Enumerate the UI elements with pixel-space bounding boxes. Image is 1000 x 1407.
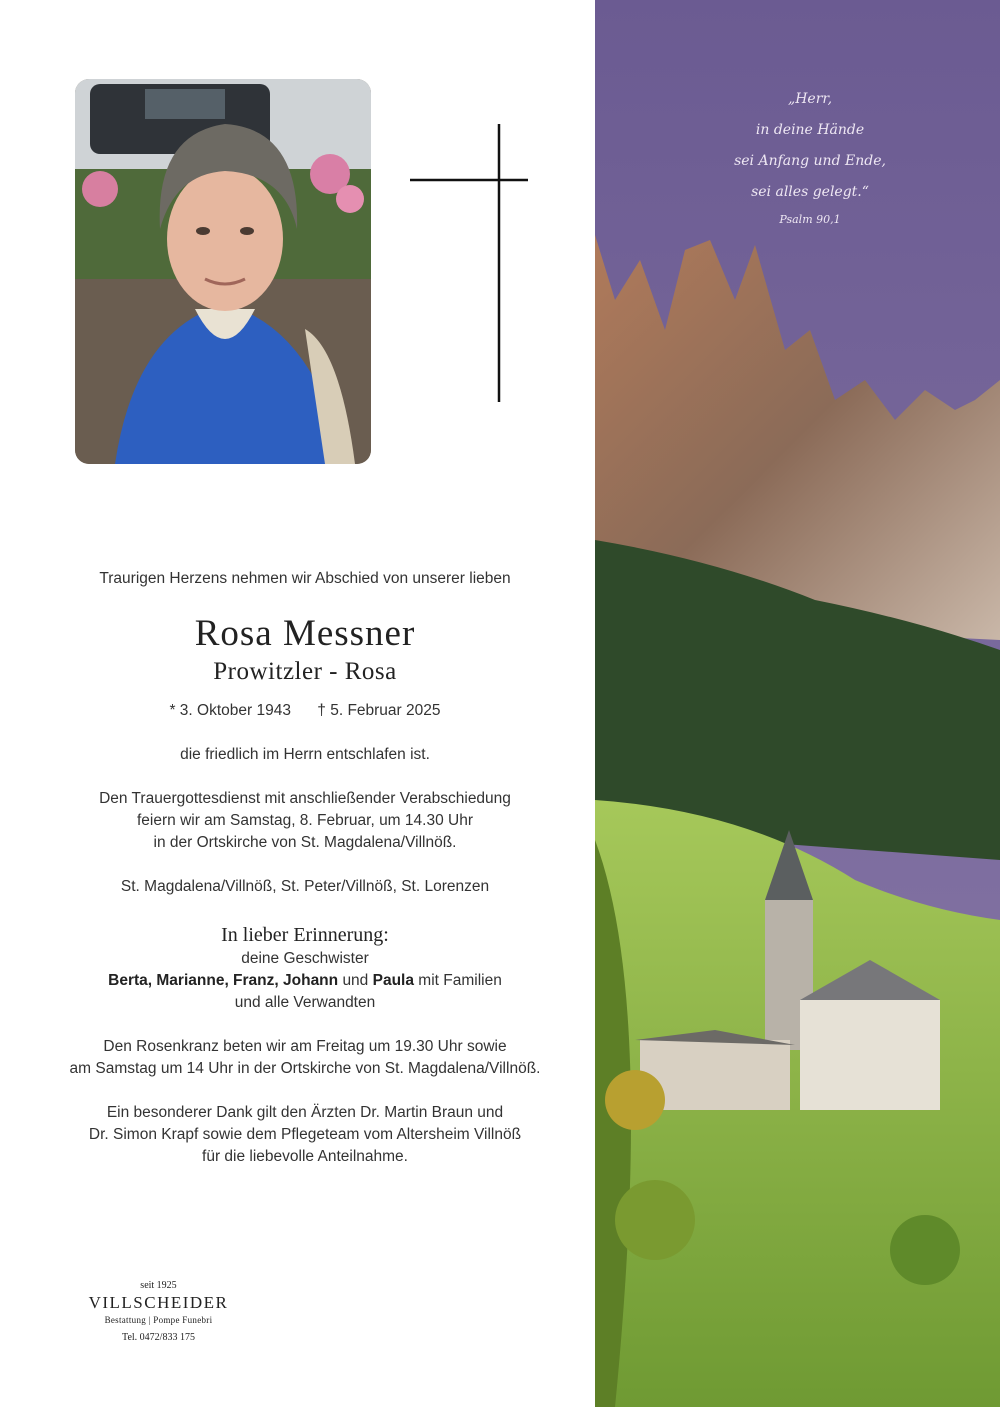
- deceased-name: Rosa Messner: [194, 613, 416, 654]
- siblings-intro: deine Geschwister: [241, 950, 369, 967]
- birth-date: * 3. Oktober 1943: [169, 702, 291, 719]
- logo-brand: VILLSCHEIDER: [88, 1293, 229, 1312]
- siblings-names: Berta, Marianne, Franz, Johann: [108, 972, 339, 989]
- quote-line: sei alles gelegt.“: [751, 184, 869, 200]
- undertaker-logo: [86, 1280, 231, 1346]
- quote-reference: Psalm 90,1: [779, 213, 841, 226]
- thanks-line: Dr. Simon Krapf sowie dem Pflegeteam vom Altersheim Villnöß: [88, 1126, 522, 1143]
- logo-subtitle: Bestattung | Pompe Funebri: [104, 1315, 213, 1325]
- siblings-tail: mit Familien: [418, 972, 502, 989]
- quote-line: sei Anfang und Ende,: [734, 153, 886, 169]
- thanks-line: für die liebevolle Anteilnahme.: [202, 1148, 408, 1165]
- logo-phone: Tel. 0472/833 175: [122, 1332, 195, 1343]
- life-dates: [40, 700, 570, 722]
- nickname: Prowitzler - Rosa: [213, 658, 397, 685]
- siblings-line: [40, 970, 570, 992]
- service-line: in der Ortskirche von St. Magdalena/Villnöß.: [153, 834, 457, 851]
- rosary-line: am Samstag um 14 Uhr in der Ortskirche von St. Magdalena/Villnöß.: [69, 1060, 541, 1077]
- intro-text: Traurigen Herzens nehmen wir Abschied von unserer lieben: [99, 570, 511, 587]
- quote-line: in deine Hände: [755, 122, 865, 138]
- service-line: feiern wir am Samstag, 8. Februar, um 14.30 Uhr: [137, 812, 473, 829]
- thanks-line: Ein besonderer Dank gilt den Ärzten Dr. Martin Braun und: [106, 1104, 504, 1121]
- siblings-and: und: [342, 972, 369, 989]
- death-date: † 5. Februar 2025: [317, 702, 441, 719]
- quote-line: „Herr,: [787, 91, 833, 107]
- rosary-line: Den Rosenkranz beten wir am Freitag um 19.30 Uhr sowie: [103, 1038, 507, 1055]
- portrait-photo: [75, 79, 371, 464]
- obituary-text: [40, 568, 570, 1168]
- logo-since: seit 1925: [140, 1280, 177, 1291]
- passed-text: die friedlich im Herrn entschlafen ist.: [180, 746, 430, 763]
- cross-icon: [410, 124, 530, 404]
- psalm-quote: [720, 84, 900, 232]
- memory-heading: In lieber Erinnerung:: [221, 924, 389, 946]
- places-text: St. Magdalena/Villnöß, St. Peter/Villnöß, St. Lorenzen: [120, 878, 490, 895]
- siblings-name-last: Paula: [372, 972, 414, 989]
- relatives-text: und alle Verwandten: [234, 994, 376, 1011]
- service-line: Den Trauergottesdienst mit anschließender Verabschiedung: [99, 790, 511, 807]
